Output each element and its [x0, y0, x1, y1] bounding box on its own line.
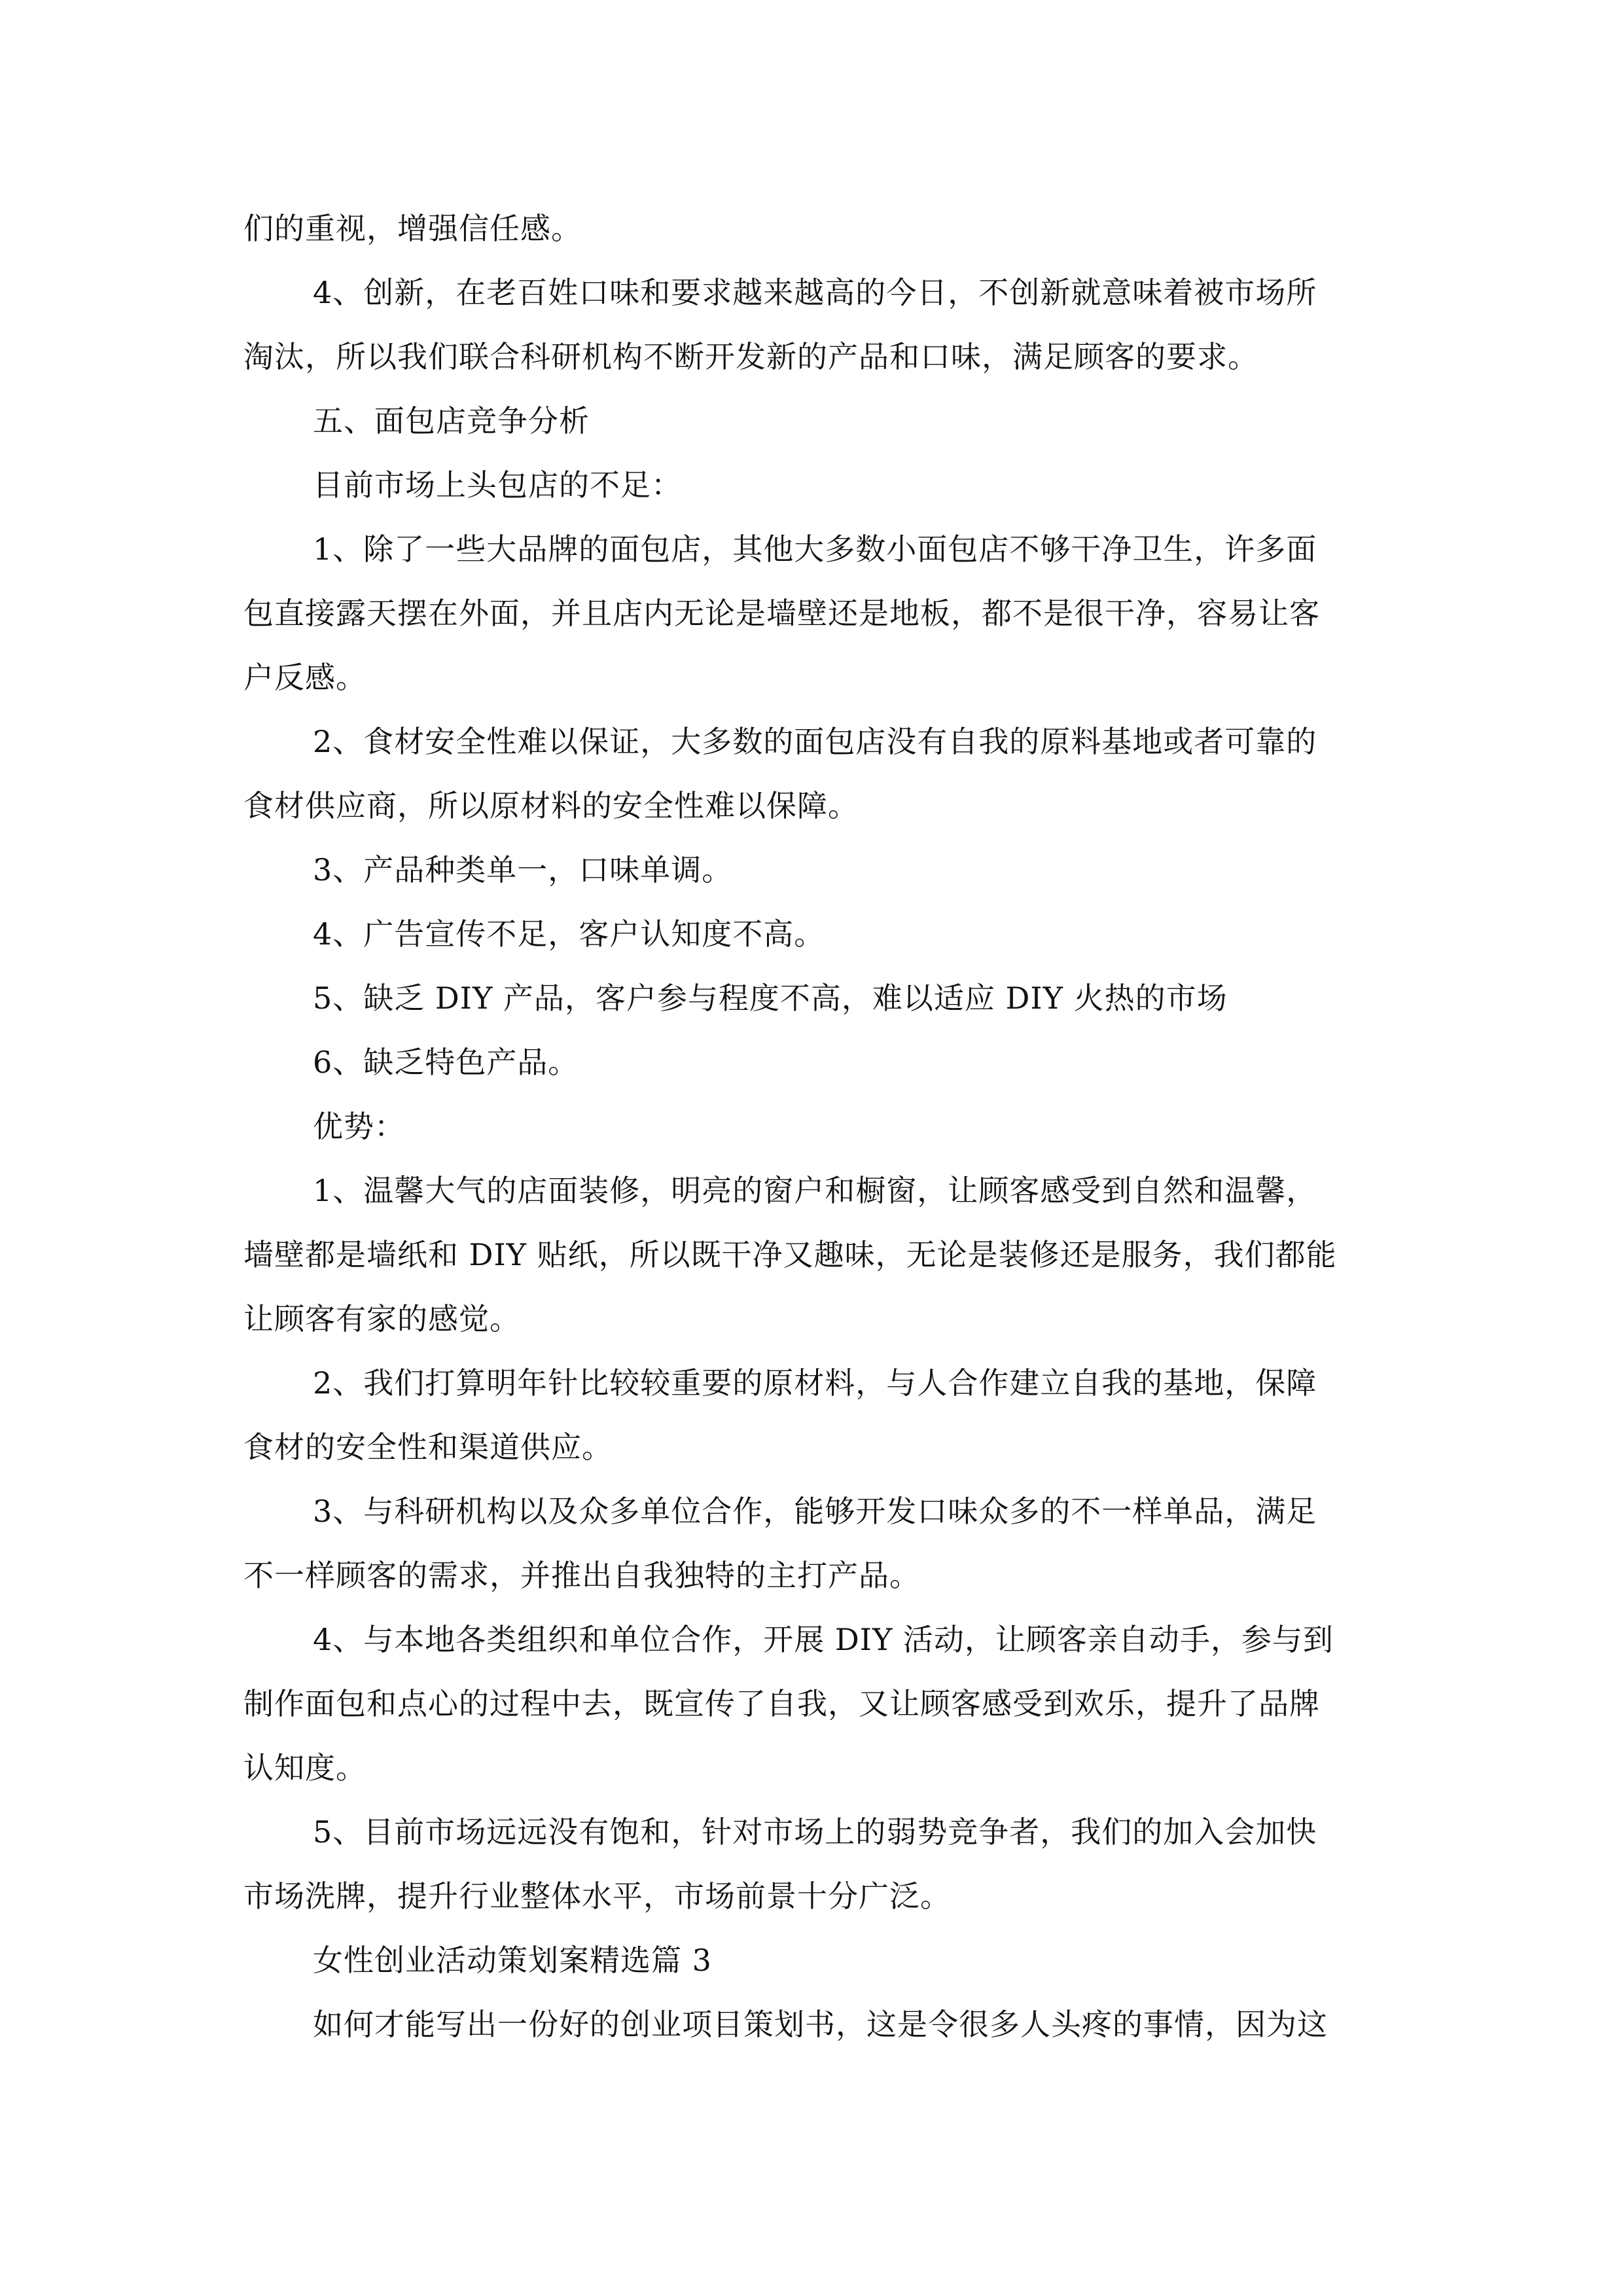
text-line: 包直接露天摆在外面，并且店内无论是墙壁还是地板，都不是很干净，容易让客	[243, 596, 1320, 631]
text-line: 让顾客有家的感觉。	[243, 1301, 520, 1336]
text-line: 1、除了一些大品牌的面包店，其他大多数小面包店不够干净卫生，许多面	[313, 531, 1317, 567]
text-line: 3、产品种类单一，口味单调。	[313, 852, 733, 888]
text-line: 5、缺乏 DIY 产品，客户参与程度不高，难以适应 DIY 火热的市场	[313, 980, 1228, 1016]
text-line: 1、温馨大气的店面装修，明亮的窗户和橱窗，让顾客感受到自然和温馨，	[313, 1173, 1317, 1208]
text-line: 6、缺乏特色产品。	[313, 1045, 579, 1080]
section-heading: 女性创业活动策划案精选篇 3	[313, 1943, 712, 1978]
text-line: 优势：	[313, 1109, 405, 1144]
text-line: 食材的安全性和渠道供应。	[243, 1429, 613, 1465]
text-line: 5、目前市场远远没有饱和，针对市场上的弱势竞争者，我们的加入会加快	[313, 1814, 1317, 1850]
text-line: 4、与本地各类组织和单位合作，开展 DIY 活动，让顾客亲自动手，参与到	[313, 1622, 1334, 1657]
body-text	[243, 196, 1390, 2056]
text-line: 户反感。	[243, 660, 366, 695]
text-line: 3、与科研机构以及众多单位合作，能够开发口味众多的不一样单品，满足	[313, 1494, 1317, 1529]
text-line: 4、广告宣传不足，客户认知度不高。	[313, 916, 825, 952]
section-heading: 五、面包店竞争分析	[313, 403, 590, 439]
text-line: 认知度。	[243, 1750, 366, 1785]
text-line: 食材供应商，所以原材料的安全性难以保障。	[243, 788, 859, 823]
text-line: 淘汰，所以我们联合科研机构不断开发新的产品和口味，满足顾客的要求。	[243, 339, 1258, 374]
text-line: 市场洗牌，提升行业整体水平，市场前景十分广泛。	[243, 1878, 951, 1914]
text-line: 目前市场上头包店的不足：	[313, 467, 682, 503]
text-line: 制作面包和点心的过程中去，既宣传了自我，又让顾客感受到欢乐，提升了品牌	[243, 1686, 1320, 1721]
text-line: 2、食材安全性难以保证，大多数的面包店没有自我的原料基地或者可靠的	[313, 724, 1317, 759]
text-line: 4、创新，在老百姓口味和要求越来越高的今日，不创新就意味着被市场所	[313, 275, 1317, 310]
text-line: 墙壁都是墙纸和 DIY 贴纸，所以既干净又趣味，无论是装修还是服务，我们都能	[243, 1237, 1337, 1272]
text-line: 2、我们打算明年针比较较重要的原材料，与人合作建立自我的基地，保障	[313, 1365, 1317, 1401]
text-line: 们的重视，增强信任感。	[243, 211, 582, 246]
text-line: 不一样顾客的需求，并推出自我独特的主打产品。	[243, 1558, 920, 1593]
text-line: 如何才能写出一份好的创业项目策划书，这是令很多人头疼的事情，因为这	[313, 2007, 1328, 2042]
